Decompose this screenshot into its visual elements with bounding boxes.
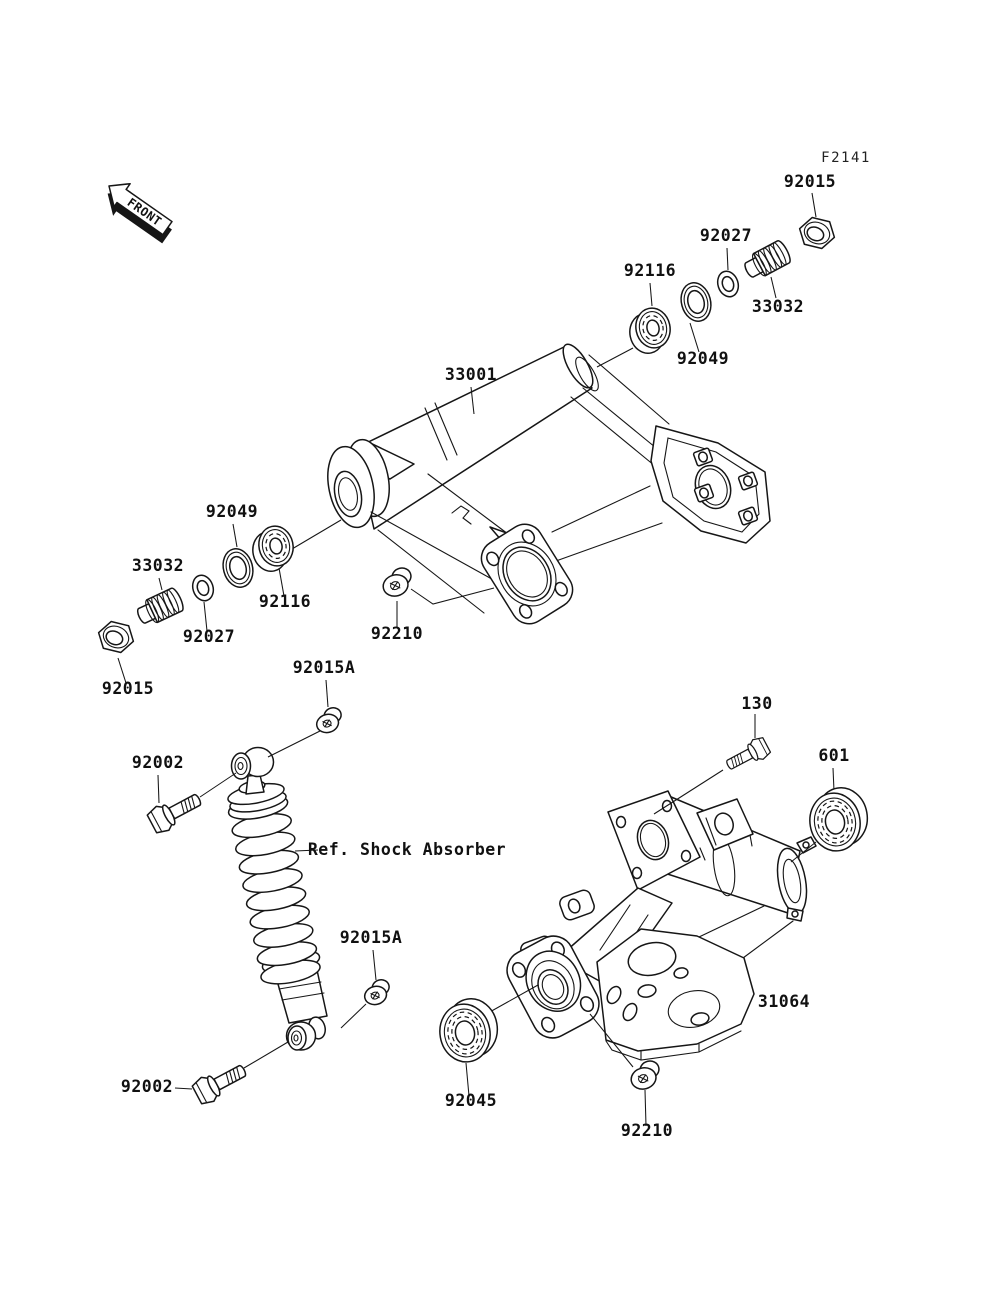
bearing-92116-top (625, 305, 674, 357)
callout-92210-mid: 92210 (370, 624, 424, 643)
washer-92027-top (714, 269, 741, 300)
bolt-130 (723, 735, 772, 775)
nut-92015a-upper (313, 706, 345, 735)
callout-33001: 33001 (444, 365, 498, 384)
callout-92002-lower: 92002 (120, 1077, 174, 1096)
front-label: FRONT (124, 195, 165, 229)
callout-130: 130 (741, 694, 773, 713)
flanged-nut-92210-bottom (628, 1059, 664, 1092)
flanged-nut-92210-mid (380, 566, 416, 599)
callout-601: 601 (818, 746, 850, 765)
nut-92015a-lower (361, 978, 393, 1007)
adjuster-bolt-33032-left (134, 587, 186, 629)
callout-33032-left: 33032 (131, 556, 185, 575)
bearing-92045 (435, 995, 503, 1066)
shock-absorber-drawing (226, 748, 327, 1051)
callout-92049-top: 92049 (676, 349, 730, 368)
bolt-92002-lower (191, 1058, 251, 1107)
seal-92049-top (677, 279, 715, 324)
callout-92027-top: 92027 (699, 226, 753, 245)
callout-92015-top: 92015 (783, 172, 837, 191)
reference-note: Ref. Shock Absorber (307, 840, 507, 859)
bearing-92116-left (248, 523, 297, 575)
bolt-92002-upper (146, 787, 206, 836)
callout-92002-upper: 92002 (131, 753, 185, 772)
washer-92027-left (189, 573, 216, 604)
callout-92015-left: 92015 (101, 679, 155, 698)
swingarm-output-flange (475, 518, 580, 631)
callout-92015a-upper: 92015A (292, 658, 356, 677)
callout-92027-left: 92027 (182, 627, 236, 646)
callouts (102, 150, 871, 1140)
figure-code: F2141 (821, 150, 871, 166)
fasteners (97, 217, 872, 1107)
callout-92210-bottom: 92210 (620, 1121, 674, 1140)
callout-31064: 31064 (757, 992, 811, 1011)
nut-92015-top (798, 217, 836, 250)
axle-housing-drawing (500, 791, 816, 1060)
front-arrow-icon (97, 175, 179, 247)
seal-92049-left (219, 545, 257, 590)
callout-33032-top: 33032 (751, 297, 805, 316)
callout-92116-top: 92116 (623, 261, 677, 280)
callout-92116-left: 92116 (258, 592, 312, 611)
swingarm-bracket-plate (651, 426, 770, 543)
nut-92015-left (97, 621, 135, 654)
callout-92045: 92045 (444, 1091, 498, 1110)
adjuster-bolt-33032-top (741, 239, 793, 282)
callout-92015a-lower: 92015A (339, 928, 403, 947)
callout-92049-left: 92049 (205, 502, 259, 521)
